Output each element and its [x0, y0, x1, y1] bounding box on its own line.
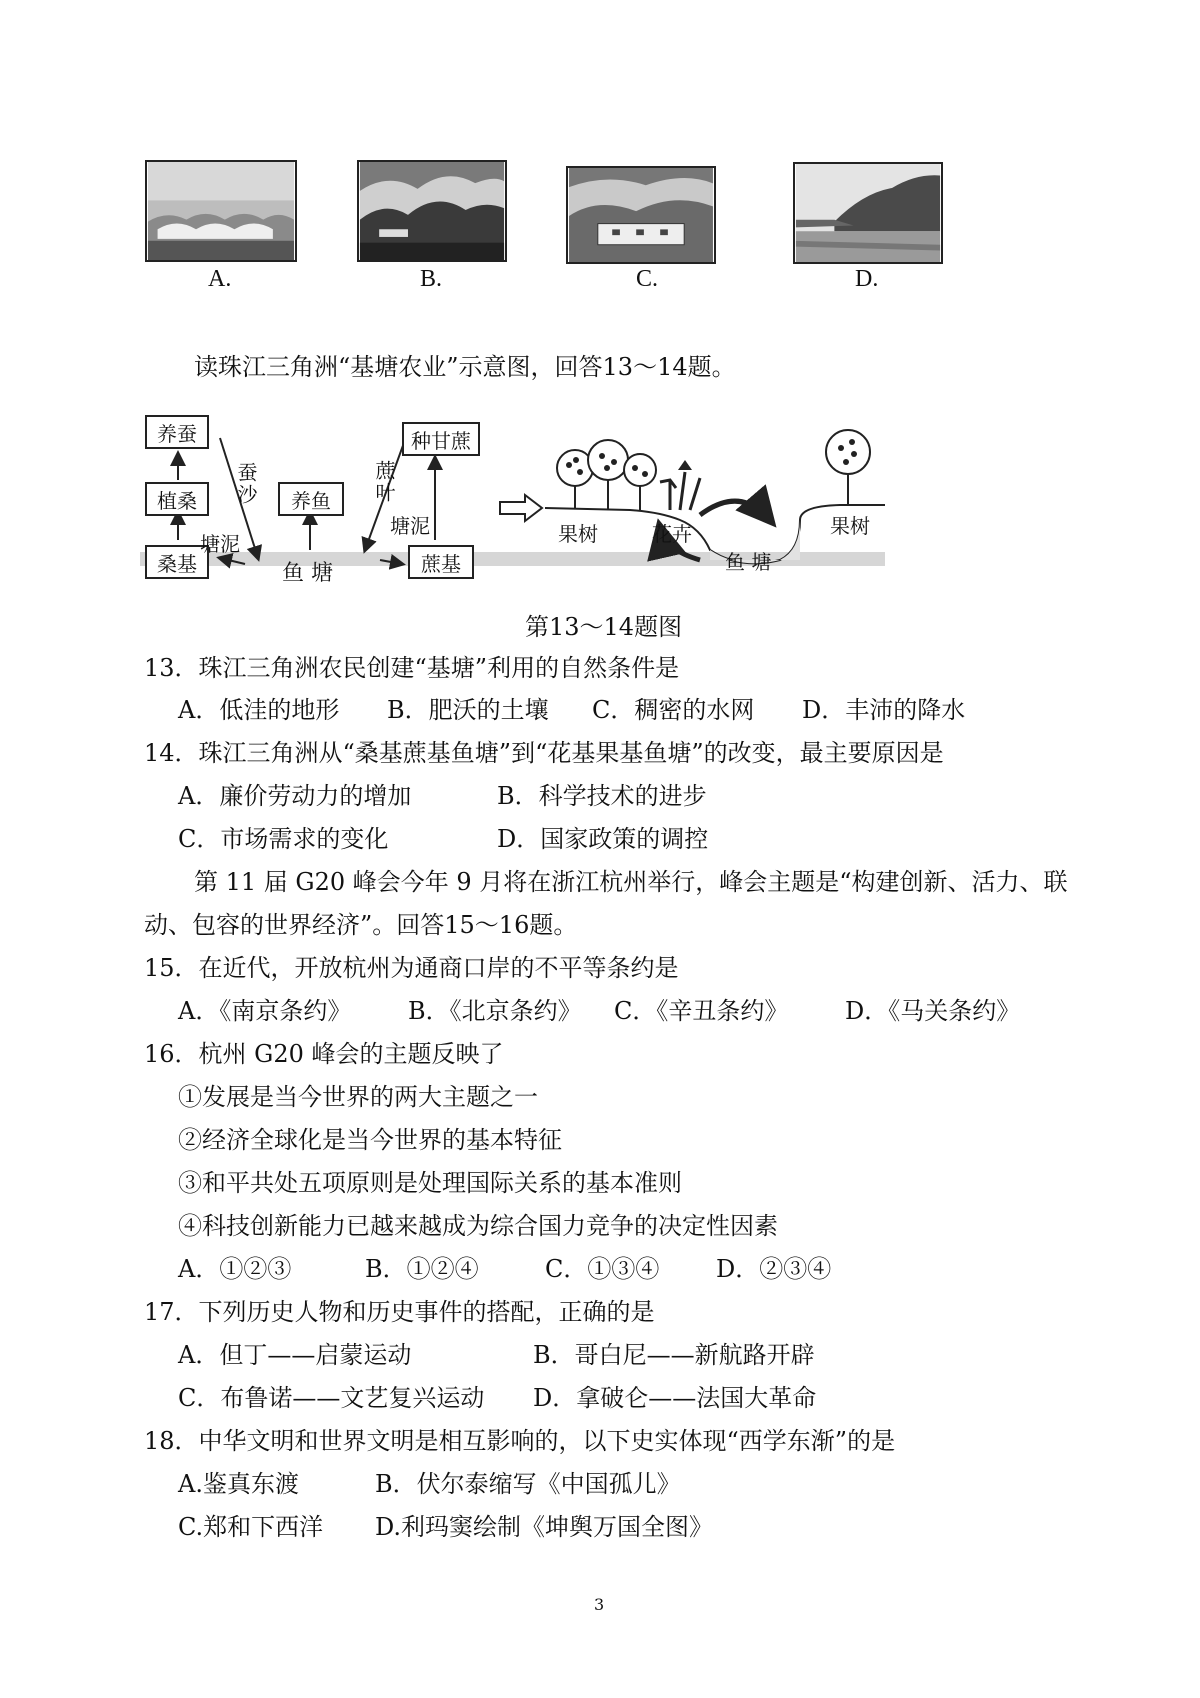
q16-item-3: ③和平共处五项原则是处理国际关系的基本准则	[178, 1169, 682, 1197]
label-huahui: 花卉	[652, 522, 692, 546]
label-cansha: 蚕沙	[234, 462, 258, 506]
q17-option-a: A．但丁——启蒙运动	[178, 1341, 412, 1369]
label-guoshu-right: 果树	[830, 514, 870, 538]
q16-option-a: A．①②③	[178, 1255, 292, 1283]
q13-option-b: B．肥沃的土壤	[387, 696, 549, 724]
box-sangji: 桑基	[145, 545, 209, 579]
photo-a-label: A.	[208, 266, 232, 292]
q15-option-b: B．《北京条约》	[408, 997, 582, 1025]
photo-a-image	[147, 162, 295, 260]
label-tangni-right: 塘泥	[390, 514, 430, 538]
intro-13-14: 读珠江三角洲“基塘农业”示意图，回答13～14题。	[194, 353, 736, 381]
photo-d-label: D.	[855, 266, 879, 292]
box-zheji: 蔗基	[408, 545, 474, 579]
fruit-tree-right-icon	[826, 430, 870, 505]
q13-option-d: D．丰沛的降水	[802, 696, 966, 724]
box-yangcan: 养蚕	[145, 415, 209, 449]
q16-item-2: ②经济全球化是当今世界的基本特征	[178, 1126, 562, 1154]
q13-stem: 13．珠江三角洲农民创建“基塘”利用的自然条件是	[144, 654, 680, 682]
q18-option-c: C.郑和下西洋	[178, 1513, 324, 1541]
q18-option-a: A.鉴真东渡	[178, 1470, 299, 1498]
q16-option-b: B．①②④	[365, 1255, 479, 1283]
q18-stem: 18．中华文明和世界文明是相互影响的，以下史实体现“西学东渐”的是	[144, 1427, 896, 1455]
q13-option-a: A．低洼的地形	[178, 696, 340, 724]
box-yangyu: 养鱼	[278, 482, 344, 516]
q16-item-4: ④科技创新能力已越来越成为综合国力竞争的决定性因素	[178, 1212, 778, 1240]
q15-option-a: A．《南京条约》	[178, 997, 352, 1025]
q18-option-d: D.利玛窦绘制《坤舆万国全图》	[375, 1513, 714, 1541]
q17-option-d: D．拿破仑——法国大革命	[533, 1384, 817, 1412]
photo-a	[145, 160, 297, 262]
jitang-diagram	[140, 410, 885, 585]
q18-option-b: B．伏尔泰缩写《中国孤儿》	[375, 1470, 681, 1498]
photo-b-label: B.	[420, 266, 443, 292]
q15-stem: 15．在近代，开放杭州为通商口岸的不平等条约是	[144, 954, 679, 982]
box-zhongganzhe: 种甘蔗	[402, 422, 480, 456]
q14-option-b: B．科学技术的进步	[497, 782, 707, 810]
q14-option-a: A．廉价劳动力的增加	[178, 782, 412, 810]
photo-c-label: C.	[636, 266, 659, 292]
photo-c-image	[568, 168, 714, 262]
q14-stem: 14．珠江三角洲从“桑基蔗基鱼塘”到“花基果基鱼塘”的改变，最主要原因是	[144, 739, 944, 767]
diagram-caption: 第13～14题图	[525, 613, 683, 641]
photo-c	[566, 166, 716, 264]
q16-option-d: D．②③④	[716, 1255, 832, 1283]
q16-option-c: C．①③④	[545, 1255, 660, 1283]
label-tangni-left: 塘泥	[200, 532, 240, 556]
q17-option-c: C．布鲁诺——文艺复兴运动	[178, 1384, 485, 1412]
box-zhisang: 植桑	[145, 482, 209, 516]
photo-d	[793, 162, 943, 264]
intro-15-16-line1: 第 11 届 G20 峰会今年 9 月将在浙江杭州举行，峰会主题是“构建创新、活力、联	[194, 868, 1068, 896]
photo-d-image	[795, 164, 941, 262]
q17-stem: 17．下列历史人物和历史事件的搭配，正确的是	[144, 1298, 655, 1326]
q15-option-c: C．《辛丑条约》	[614, 997, 789, 1025]
q16-stem: 16．杭州 G20 峰会的主题反映了	[144, 1040, 504, 1068]
photo-b-image	[359, 162, 505, 260]
flower-icon	[660, 460, 700, 510]
intro-15-16-line2: 动、包容的世界经济”。回答15～16题。	[144, 911, 578, 939]
q14-option-d: D．国家政策的调控	[497, 825, 709, 853]
q17-option-b: B．哥白尼——新航路开辟	[533, 1341, 815, 1369]
photo-b	[357, 160, 507, 262]
label-yutang-right: 鱼 塘	[725, 550, 772, 574]
label-guoshu-left: 果树	[558, 522, 598, 546]
q14-option-c: C．市场需求的变化	[178, 825, 389, 853]
label-zheye: 蔗叶	[372, 460, 396, 504]
label-yutang-left: 鱼 塘	[282, 561, 333, 586]
q13-option-c: C．稠密的水网	[592, 696, 755, 724]
page-number: 3	[594, 1595, 605, 1614]
q16-item-1: ①发展是当今世界的两大主题之一	[178, 1083, 538, 1111]
q15-option-d: D．《马关条约》	[845, 997, 1021, 1025]
fruit-tree-left-icon	[557, 440, 656, 510]
